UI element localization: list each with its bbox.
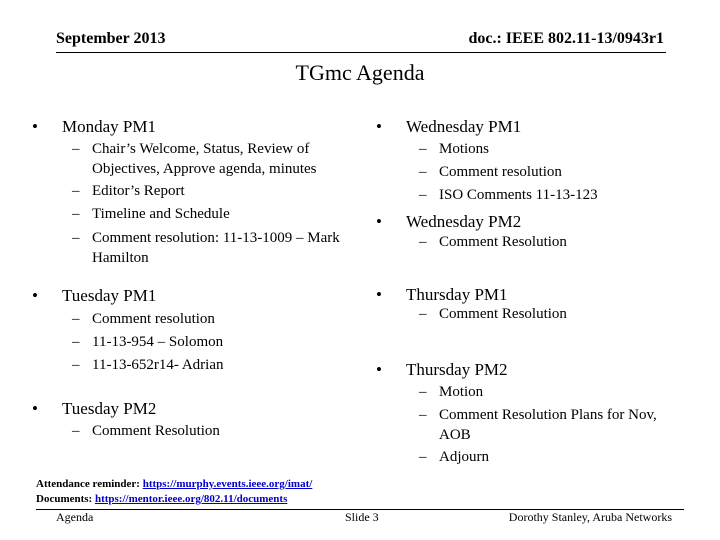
- list-item: [419, 139, 490, 159]
- section-wednesday-pm2: [376, 212, 522, 232]
- bullet: •: [32, 286, 38, 305]
- dash: –: [419, 164, 427, 180]
- list-item: [419, 232, 567, 252]
- dash: –: [72, 183, 80, 199]
- bullet: •: [32, 117, 38, 136]
- section-thursday-pm1: [376, 285, 508, 305]
- list-item: [72, 228, 342, 268]
- section-heading: Tuesday PM2: [62, 399, 157, 418]
- section-heading: Wednesday PM2: [406, 212, 522, 231]
- dash: –: [72, 230, 80, 246]
- attendance-reminder: [36, 478, 312, 490]
- footer-author: Dorothy Stanley, Aruba Networks: [508, 510, 672, 524]
- header-divider: [56, 52, 666, 53]
- list-item-text: Comment Resolution: [92, 423, 220, 439]
- list-item-text: Motion: [439, 384, 484, 400]
- footer-left: Agenda: [56, 510, 94, 524]
- section-tuesday-pm2: [32, 399, 157, 419]
- list-item: [419, 447, 489, 467]
- section-monday-pm1: [32, 117, 156, 137]
- dash: –: [419, 384, 427, 400]
- list-item: [419, 162, 562, 182]
- list-item: [72, 332, 224, 352]
- list-item-text: 11-13-954 – Solomon: [92, 334, 224, 350]
- dash: –: [419, 407, 427, 423]
- list-item: [72, 355, 224, 375]
- bullet: •: [376, 360, 382, 379]
- list-item: [419, 405, 689, 445]
- dash: –: [419, 187, 427, 203]
- list-item: [419, 382, 484, 402]
- dash: –: [72, 334, 80, 350]
- list-item-text: Comment Resolution Plans for Nov, AOB: [439, 407, 657, 443]
- list-item: [72, 181, 185, 201]
- section-wednesday-pm1: [376, 117, 522, 137]
- bullet: •: [376, 285, 382, 304]
- dash: –: [419, 141, 427, 157]
- list-item: [72, 204, 230, 224]
- list-item-text: Motions: [439, 141, 490, 157]
- dash: –: [72, 311, 80, 327]
- list-item: [72, 309, 215, 329]
- list-item-text: Comment resolution: 11-13-1009 – Mark Hamilton: [92, 230, 340, 266]
- dash: –: [72, 141, 80, 157]
- section-heading: Thursday PM2: [406, 360, 508, 379]
- list-item: [419, 185, 598, 205]
- list-item: [419, 304, 567, 324]
- list-item-text: Comment resolution: [92, 311, 215, 327]
- footer-slide-number: Slide 3: [345, 510, 379, 524]
- bullet: •: [376, 212, 382, 231]
- list-item-text: Adjourn: [439, 449, 489, 465]
- list-item: [72, 421, 220, 441]
- slide-title: TGmc Agenda: [295, 60, 425, 85]
- list-item-text: Chair’s Welcome, Status, Review of Objectives, Approve agenda, minutes: [92, 141, 317, 177]
- section-heading: Monday PM1: [62, 117, 156, 136]
- list-item-text: Comment Resolution: [439, 234, 567, 250]
- list-item-text: 11-13-652r14- Adrian: [92, 357, 224, 373]
- section-tuesday-pm1: [32, 286, 157, 306]
- dash: –: [72, 206, 80, 222]
- dash: –: [72, 423, 80, 439]
- list-item-text: Timeline and Schedule: [92, 206, 230, 222]
- list-item-text: Editor’s Report: [92, 183, 185, 199]
- attendance-link[interactable]: https://murphy.events.ieee.org/imat/: [142, 478, 313, 490]
- documents-reminder: [36, 493, 287, 505]
- attendance-label: Attendance reminder:: [36, 478, 143, 490]
- dash: –: [72, 357, 80, 373]
- documents-label: Documents:: [36, 493, 95, 505]
- dash: –: [419, 234, 427, 250]
- list-item-text: Comment Resolution: [439, 306, 567, 322]
- documents-link[interactable]: https://mentor.ieee.org/802.11/documents: [94, 493, 288, 505]
- section-heading: Thursday PM1: [406, 285, 508, 304]
- list-item-text: ISO Comments 11-13-123: [439, 187, 598, 203]
- section-heading: Wednesday PM1: [406, 117, 522, 136]
- list-item-text: Comment resolution: [439, 164, 562, 180]
- bullet: •: [376, 117, 382, 136]
- section-thursday-pm2: [376, 360, 508, 380]
- section-heading: Tuesday PM1: [62, 286, 157, 305]
- header-date: September 2013: [56, 30, 166, 47]
- header-doc-number: doc.: IEEE 802.11-13/0943r1: [468, 30, 664, 47]
- bullet: •: [32, 399, 38, 418]
- dash: –: [419, 449, 427, 465]
- list-item: [72, 139, 342, 179]
- dash: –: [419, 306, 427, 322]
